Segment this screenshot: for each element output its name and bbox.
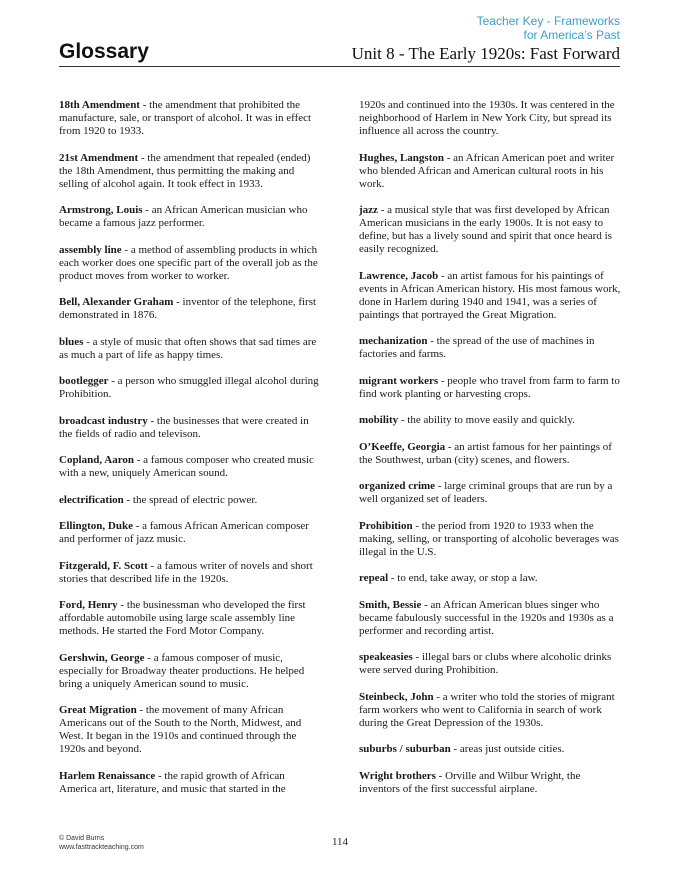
glossary-entry — [359, 441, 623, 467]
glossary-right-column — [359, 99, 623, 809]
glossary-entry — [59, 336, 323, 362]
glossary-entry — [359, 204, 623, 256]
glossary-entry — [59, 770, 323, 796]
glossary-definition: - the businessman who developed the first affordable automobile using large scale assembly line methods. He started the Ford Motor Company. — [59, 599, 306, 637]
glossary-entry — [359, 520, 623, 559]
glossary-term: Gershwin, George — [59, 651, 145, 664]
glossary-entry — [359, 691, 623, 730]
glossary-term: Ford, Henry — [59, 599, 118, 611]
glossary-term: speakeasies — [359, 651, 413, 663]
glossary-entry — [59, 375, 323, 401]
glossary-definition: - a person who smuggled illegal alcohol during Prohibition. — [59, 375, 319, 400]
glossary-definition: - an artist famous for his paintings of events in African American history. His most famous work, done in Harlem during 1940 and 1941, was a series of paintings that portrayed the Great Migration. — [359, 269, 621, 321]
copyright-website: www.fasttrackteaching.com — [59, 844, 144, 851]
glossary-entry — [59, 204, 323, 230]
glossary-definition: - a method of assembling products in which each worker does one specific part of the overall job as the product moves from worker to worker. — [59, 243, 318, 282]
glossary-term: Prohibition — [359, 519, 413, 532]
glossary-definition: - the period from 1920 to 1933 when the making, selling, or transporting of alcoholic beverages was illegal in the U.S. — [359, 519, 619, 558]
glossary-term: Armstrong, Louis — [59, 204, 143, 216]
glossary-definition: - illegal bars or clubs where alcoholic drinks were served during Prohibition. — [359, 651, 612, 676]
header-divider — [59, 66, 620, 67]
glossary-term: Great Migration — [59, 704, 137, 716]
glossary-entry — [59, 152, 323, 191]
glossary-definition: - people who travel from farm to farm to find work planting or harvesting crops. — [359, 374, 620, 400]
glossary-entry — [359, 375, 623, 401]
teacher-key-label — [477, 14, 620, 42]
glossary-definition: - the businesses that were created in the fields of radio and televison. — [59, 414, 309, 440]
glossary-definition: - an African American blues singer who became fabulously successful in the 1920s and 1930s as a performer and recording artist. — [359, 598, 614, 637]
glossary-definition: - a famous African American composer and performer of jazz music. — [59, 520, 309, 545]
glossary-term: electrification — [59, 493, 124, 506]
glossary-entry — [359, 651, 623, 677]
glossary-entry — [59, 415, 323, 441]
glossary-definition: - to end, take away, or stop a law. — [388, 572, 538, 584]
glossary-definition: - the movement of many African Americans out of the South to the North, Midwest, and West. It began in the 1910s and continued through the 1920s and beyond. — [59, 704, 302, 755]
glossary-term: blues — [59, 335, 84, 348]
glossary-entry — [59, 704, 323, 756]
glossary-entry — [359, 743, 623, 756]
glossary-term: Bell, Alexander Graham — [59, 296, 174, 308]
glossary-entry — [359, 335, 623, 361]
page-title: Glossary — [59, 40, 149, 63]
glossary-definition: - the ability to move easily and quickly. — [398, 414, 575, 426]
glossary-term: assembly line — [59, 243, 122, 256]
glossary-entry — [59, 244, 323, 283]
glossary-term: bootlegger — [59, 375, 109, 387]
glossary-definition: - an artist famous for her paintings of the Southwest, urban (city) scenes, and flowers. — [359, 440, 612, 466]
glossary-definition: - a style of music that often shows that sad times are as much a part of life as happy times. — [59, 335, 317, 361]
glossary-term: suburbs / suburban — [359, 743, 451, 755]
glossary-definition: - the amendment that repealed (ended) the 18th Amendment, thus permitting the making and selling of alcohol again. It took effect in 1933. — [59, 151, 311, 190]
glossary-term: Ellington, Duke — [59, 520, 133, 532]
glossary-definition: 1920s and continued into the 1930s. It was centered in the neighborhood of Harlem in New York City, but spread its influence all across the country. — [359, 99, 615, 137]
glossary-left-column — [59, 99, 323, 809]
glossary-entry — [59, 520, 323, 546]
glossary-definition: - a famous composer who created music with a new, uniquely American sound. — [59, 454, 314, 479]
glossary-term: Harlem Renaissance — [59, 769, 156, 782]
glossary-definition: - large criminal groups that are run by a well organized set of leaders. — [359, 480, 613, 505]
glossary-definition: - Orville and Wilbur Wright, the inventors of the first successful airplane. — [359, 769, 581, 795]
glossary-definition: - a famous writer of novels and short stories that described life in the 1920s. — [59, 559, 313, 585]
glossary-entry — [359, 152, 623, 191]
glossary-definition: - the amendment that prohibited the manufacture, sale, or transport of alcohol. It was in effect from 1920 to 1933. — [59, 99, 312, 137]
glossary-entry — [359, 480, 623, 506]
glossary-entry — [59, 560, 323, 586]
copyright-line1: © David Burns — [59, 835, 105, 842]
glossary-entry — [59, 599, 323, 638]
glossary-term: mechanization — [359, 335, 428, 347]
glossary-definition: - an African American poet and writer who blended African and American cultural roots in his work. — [359, 151, 615, 190]
glossary-entry — [359, 599, 623, 638]
glossary-entry — [359, 99, 623, 138]
glossary-definition: - a writer who told the stories of migrant farm workers who went to California in search of work during the Great Depression of the 1930s. — [359, 690, 615, 729]
glossary-term: repeal — [359, 572, 389, 584]
glossary-definition: - areas just outside cities. — [450, 743, 565, 755]
glossary-definition: - a famous composer of music, especially for Broadway theater productions. He helped bring a uniquely American sound to music. — [59, 651, 305, 690]
glossary-term: Lawrence, Jacob — [359, 269, 439, 282]
glossary-term: Copland, Aaron — [59, 454, 134, 466]
teacher-key-line2: for America’s Past — [523, 28, 620, 42]
glossary-definition: - the rapid growth of African America art, literature, and music that started in the — [59, 769, 286, 795]
glossary-entry — [359, 414, 623, 427]
glossary-term: 21st Amendment — [59, 151, 139, 164]
glossary-definition: - a musical style that was first developed by African American musicians in the early 1900s. It is not easy to define, but has a lively sound and spirit that once heard is easily recognized. — [359, 204, 612, 255]
glossary-term: mobility — [359, 414, 399, 426]
unit-title: Unit 8 - The Early 1920s: Fast Forward — [351, 44, 620, 63]
glossary-entry — [59, 494, 323, 507]
glossary-entry — [359, 270, 623, 322]
glossary-term: jazz — [359, 204, 378, 216]
glossary-term: 18th Amendment — [59, 99, 140, 111]
glossary-definition: - the spread of electric power. — [123, 493, 258, 506]
glossary-entry — [59, 99, 323, 138]
glossary-entry — [359, 770, 623, 796]
glossary-entry — [359, 572, 623, 585]
glossary-definition: - the spread of the use of machines in factories and farms. — [359, 335, 595, 360]
page-number: 114 — [331, 836, 349, 848]
glossary-term: migrant workers — [359, 374, 439, 387]
glossary-definition: - an African American musician who became a famous jazz performer. — [59, 204, 308, 229]
glossary-entry — [59, 296, 323, 322]
glossary-term: O’Keeffe, Georgia — [359, 440, 446, 453]
glossary-entry — [59, 652, 323, 691]
glossary-term: Steinbeck, John — [359, 690, 434, 703]
glossary-term: organized crime — [359, 480, 436, 492]
glossary-term: broadcast industry — [59, 414, 148, 427]
glossary-definition: - inventor of the telephone, first demonstrated in 1876. — [59, 296, 317, 321]
teacher-key-line1: Teacher Key - Frameworks — [476, 14, 620, 28]
glossary-term: Smith, Bessie — [359, 598, 422, 611]
glossary-term: Wright brothers — [359, 769, 436, 782]
glossary-entry — [59, 454, 323, 480]
glossary-term: Hughes, Langston — [359, 151, 444, 164]
glossary-term: Fitzgerald, F. Scott — [59, 559, 148, 572]
